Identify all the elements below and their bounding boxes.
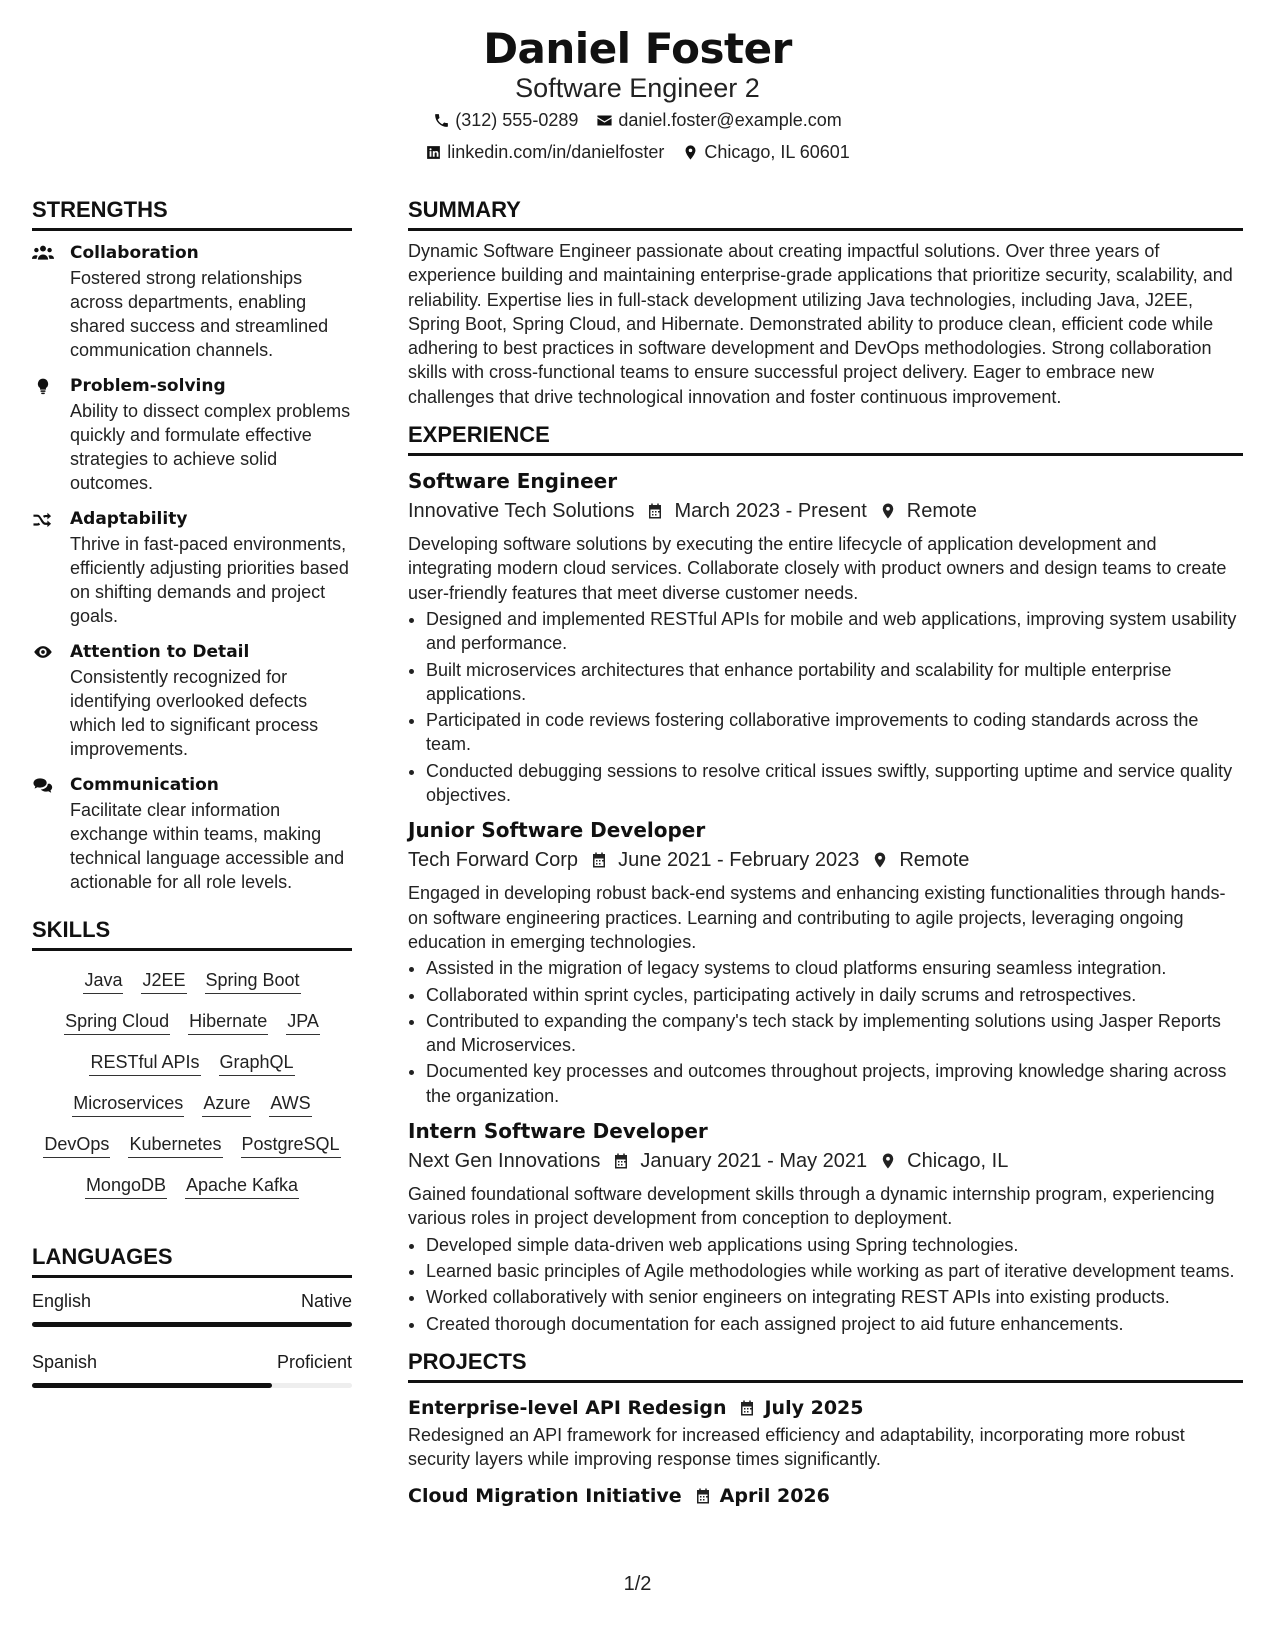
skill-tag: Apache Kafka [185,1172,299,1199]
calendar-icon [590,850,608,870]
projects-heading: PROJECTS [408,1348,1243,1383]
list-item: • Designed and implemented RESTful APIs for mobile and web applications, improving system usability and performance. [426,607,1243,656]
job-title: Junior Software Developer [408,818,706,843]
strength-item [32,773,352,894]
candidate-title: Software Engineer 2 [515,73,760,103]
linkedin-icon [425,144,442,161]
skill-tag: Azure [202,1090,251,1117]
skill-tag: RESTful APIs [89,1049,200,1076]
skill-tag: Hibernate [188,1008,268,1035]
job-bullets [408,1233,1243,1336]
shuffle-icon [32,510,54,528]
language-name: Spanish [32,1352,98,1372]
job-meta [408,1146,1243,1176]
job-company: Innovative Tech Solutions [408,500,635,523]
skill-tag: Java [83,967,123,994]
location-item [682,136,849,168]
map-pin-icon [682,144,699,161]
language-level: Native [300,1291,352,1311]
summary-text: Dynamic Software Engineer passionate about creating impactful solutions. Over three years of experience building and maintaining enterprise-grade applications that prioritize security, scalability, and reliability. Expertise lies in full-stack development utilizing Java technologies, including Java, J2EE, Spring Boot, Spring Cloud, and Hibernate. Demonstrated ability to produce clean, efficient code while adhering to best practices in software development and DevOps methodologies. Strong collaboration skills with cross-functional teams to ensure successful project delivery. Eager to embrace new challenges that drive technological innovation and foster continuous improvement. [408,241,1233,407]
job-description: Gained foundational software development skills through a dynamic internship program, experiencing various roles in project development from conception to deployment. [408,1184,1215,1229]
skill-tag: Spring Boot [205,967,301,994]
job-meta [408,845,1243,875]
envelope-icon [596,112,613,129]
chat-bubbles-icon [32,776,54,794]
list-item: • Developed simple data-driven web applications using Spring technologies. [426,1233,1243,1257]
project-header [408,1393,1243,1423]
skill-tag: GraphQL [219,1049,295,1076]
strength-desc: Facilitate clear information exchange within teams, making technical language accessible and actionable for all role levels. [70,800,345,892]
contact-row-1 [0,104,1275,136]
job-company: Next Gen Innovations [408,1150,601,1173]
phone-text: (312) 555-0289 [455,110,579,130]
linkedin-text[interactable]: linkedin.com/in/danielfoster [447,142,665,162]
list-item: • Conducted debugging sessions to resolve critical issues swiftly, supporting uptime and service quality objectives. [426,759,1243,808]
phone-item [433,104,578,136]
skill-tag: PostgreSQL [241,1131,341,1158]
job-dates: January 2021 - May 2021 [640,1150,868,1173]
strength-title: Problem-solving [70,376,226,396]
job-location: Remote [899,849,970,872]
job-entry [408,815,1243,1108]
language-bar [32,1383,352,1388]
calendar-icon [694,1486,712,1506]
experience-heading: EXPERIENCE [408,421,1243,456]
skill-tag: Microservices [72,1090,184,1117]
candidate-name: Daniel Foster [483,24,792,73]
project-date: April 2026 [719,1485,830,1508]
calendar-icon [738,1398,756,1418]
language-name: English [32,1291,92,1311]
strengths-heading: STRENGTHS [32,196,352,231]
strength-title: Attention to Detail [70,642,250,662]
calendar-icon [646,501,664,521]
skill-tag: AWS [269,1090,311,1117]
strength-desc: Consistently recognized for identifying overlooked defects which led to significant process improvements. [70,667,319,759]
language-bar [32,1322,352,1327]
job-company: Tech Forward Corp [408,849,579,872]
job-dates: June 2021 - February 2023 [618,849,860,872]
strength-item [32,241,352,362]
strength-desc: Fostered strong relationships across departments, enabling shared success and streamlined communication channels. [70,268,329,360]
job-meta [408,496,1243,526]
job-title: Software Engineer [408,469,618,494]
strength-title: Communication [70,775,219,795]
list-item: • Built microservices architectures that enhance portability and scalability for multiple enterprise applications. [426,658,1243,707]
summary-heading: SUMMARY [408,196,1243,231]
job-dates: March 2023 - Present [674,500,867,523]
language-level: Proficient [276,1352,352,1372]
project-entry [408,1393,1243,1472]
job-entry [408,466,1243,807]
project-title: Cloud Migration Initiative [408,1485,682,1508]
skill-tag: DevOps [43,1131,110,1158]
list-item: • Participated in code reviews fostering collaborative improvements to coding standards across the team. [426,708,1243,757]
job-entry [408,1116,1243,1336]
list-item: • Documented key processes and outcomes throughout projects, improving knowledge sharing across the organization. [426,1059,1243,1108]
page-number: 1/2 [623,1573,652,1595]
left-column [32,196,352,1410]
job-description: Engaged in developing robust back-end systems and enhancing existing functionalities through hands-on software engineering practices. Learning and contributing to agile projects, leveraging ongoing education in emerging technologies. [408,883,1226,952]
strength-item [32,374,352,495]
skill-tag: Kubernetes [128,1131,222,1158]
project-title: Enterprise-level API Redesign [408,1396,727,1419]
users-icon [32,244,54,262]
list-item: • Assisted in the migration of legacy systems to cloud platforms ensuring seamless integration. [426,956,1243,980]
strength-desc: Thrive in fast-paced environments, efficiently adjusting priorities based on shifting demands and project goals. [70,534,349,626]
job-bullets [408,607,1243,807]
project-date: July 2025 [764,1396,864,1419]
strength-title: Adaptability [70,509,188,529]
language-item [32,1349,352,1388]
job-title: Intern Software Developer [408,1119,708,1144]
language-bar-fill [32,1322,352,1327]
map-pin-icon [879,1151,897,1171]
email-item[interactable] [596,104,841,136]
job-bullets [408,956,1243,1108]
skill-tag: JPA [286,1008,320,1035]
project-description: Redesigned an API framework for increased efficiency and adaptability, incorporating more robust security layers while improving response times significantly. [408,1424,1185,1470]
list-item: • Collaborated within sprint cycles, participating actively in daily scrums and retrospectives. [426,983,1243,1007]
list-item: • Worked collaboratively with senior engineers on integrating REST APIs into existing products. [426,1285,1243,1309]
strength-desc: Ability to dissect complex problems quickly and formulate effective strategies to achieve solid outcomes. [70,401,351,493]
phone-icon [433,112,450,129]
list-item: • Created thorough documentation for each assigned project to aid future enhancements. [426,1312,1243,1336]
skill-tag: J2EE [141,967,186,994]
contact-row-2 [0,136,1275,168]
map-pin-icon [879,501,897,521]
skill-tag: MongoDB [85,1172,167,1199]
email-text[interactable]: daniel.foster@example.com [618,110,842,130]
language-bar-fill [32,1383,272,1388]
skill-tag: Spring Cloud [64,1008,170,1035]
eye-icon [32,643,54,661]
strength-item [32,640,352,761]
resume-header [0,20,1275,168]
map-pin-icon [871,850,889,870]
project-entry [408,1481,1243,1511]
calendar-icon [612,1151,630,1171]
lightbulb-icon [32,377,54,395]
skills-list [32,961,352,1199]
skills-heading: SKILLS [32,916,352,951]
location-text: Chicago, IL 60601 [704,142,850,162]
job-location: Remote [906,500,977,523]
job-location: Chicago, IL [907,1150,1009,1173]
list-item: • Contributed to expanding the company's tech stack by implementing solutions using Jasper Reports and Microservices. [426,1009,1243,1058]
right-column [408,196,1243,1511]
project-header [408,1481,1243,1511]
strength-item [32,507,352,628]
linkedin-item[interactable] [425,136,664,168]
strength-title: Collaboration [70,243,199,263]
language-item [32,1288,352,1327]
languages-heading: LANGUAGES [32,1243,352,1278]
job-description: Developing software solutions by executing the entire lifecycle of application development and integrating modern cloud services. Collaborate closely with product owners and design teams to create user-friendly features that meet diverse customer needs. [408,534,1227,603]
list-item: • Learned basic principles of Agile methodologies while working as part of iterative development teams. [426,1259,1243,1283]
